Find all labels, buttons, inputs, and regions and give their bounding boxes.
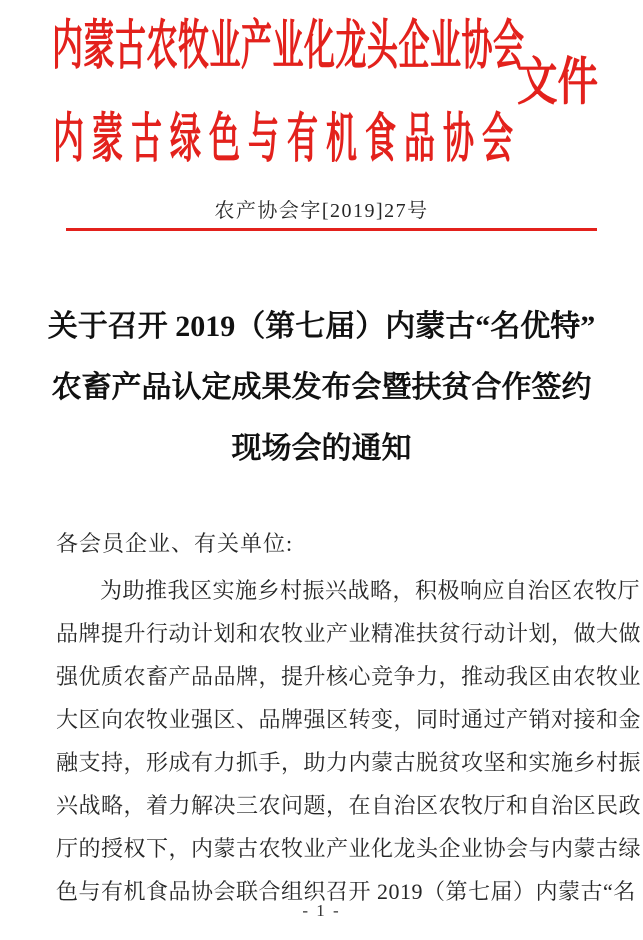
document-title-line-3: 现场会的通知 — [231, 432, 412, 465]
body-paragraph-line: 兴战略，着力解决三农问题，在自治区农牧厅和自治区民政 — [56, 793, 642, 818]
document-reference-number: 农产协会字[2019]27号 — [214, 200, 429, 222]
letterhead-org-line-2: 内蒙古绿色与有机食品协会 — [53, 108, 521, 169]
body-paragraph — [56, 569, 642, 913]
document-title-line-1: 关于召开 2019（第七届）内蒙古“名优特” — [47, 310, 596, 343]
document-title-line-2: 农畜产品认定成果发布会暨扶贫合作签约 — [51, 371, 592, 404]
body-paragraph-line: 品牌提升行动计划和农牧业产业精准扶贫行动计划，做大做 — [56, 621, 642, 646]
page-number: - 1 - — [302, 901, 341, 920]
body-paragraph-line: 厅的授权下，内蒙古农牧业产业化龙头企业协会与内蒙古绿 — [56, 836, 642, 861]
body-paragraph-line: 为助推我区实施乡村振兴战略，积极响应自治区农牧厅 — [100, 578, 641, 603]
salutation: 各会员企业、有关单位: — [56, 531, 294, 556]
letterhead-org-line-1: 内蒙古农牧业产业化龙头企业协会 — [52, 15, 525, 76]
red-separator-line — [66, 228, 597, 231]
document-title — [0, 296, 643, 479]
body-paragraph-line: 大区向农牧业强区、品牌强区转变，同时通过产销对接和金 — [56, 707, 642, 732]
letterhead-document-word: 文件 — [517, 53, 598, 112]
body-paragraph-line: 强优质农畜产品品牌，提升核心竞争力，推动我区由农牧业 — [56, 664, 642, 689]
body-paragraph-line: 融支持，形成有力抓手，助力内蒙古脱贫攻坚和实施乡村振 — [56, 750, 642, 775]
body-paragraph-line: 色与有机食品协会联合组织召开 2019（第七届）内蒙古“名 — [56, 879, 636, 904]
